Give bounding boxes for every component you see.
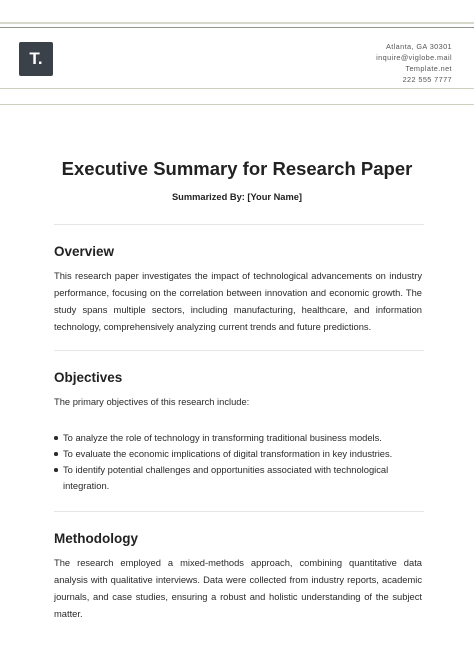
bullet-icon — [54, 436, 58, 440]
document-title: Executive Summary for Research Paper — [61, 158, 413, 179]
contact-website: Template.net — [405, 64, 452, 73]
header-divider-bottom — [0, 104, 474, 105]
contact-block — [376, 41, 452, 85]
list-item — [54, 446, 422, 462]
section-divider — [54, 350, 424, 351]
top-border-line — [0, 27, 474, 28]
methodology-heading: Methodology — [54, 531, 138, 546]
list-item-text: To evaluate the economic implications of digital transformation in key industries. — [63, 449, 393, 459]
contact-phone: 222 555 7777 — [402, 75, 452, 84]
methodology-text: The research employed a mixed-methods approach, combining quantitative data analysis with qualitative interviews. Data were collected from industry reports, academic journals, and case studies, ensuring a robust and holistic understanding of the subject matter. — [54, 558, 422, 619]
header-divider-top — [0, 88, 474, 89]
bullet-icon — [54, 468, 58, 472]
list-item — [54, 462, 422, 494]
list-item-text: To identify potential challenges and opportunities associated with technological integration. — [63, 465, 389, 491]
contact-email: inquire@viglobe.mail — [376, 53, 452, 62]
overview-heading: Overview — [54, 244, 115, 259]
contact-address: Atlanta, GA 30301 — [385, 42, 452, 51]
list-item — [54, 430, 422, 446]
objectives-intro: The primary objectives of this research include: — [54, 397, 250, 407]
top-border — [0, 22, 474, 24]
section-divider — [54, 224, 424, 225]
overview-text: This research paper investigates the impact of technological advancements on industry performance, focusing on the correlation between innovation and economic growth. The study spans multiple sectors, including manufacturing, healthcare, and information technology, comprehensively analyzing current trends and future predictions. — [54, 271, 422, 332]
company-logo: T. — [19, 42, 53, 76]
objectives-heading: Objectives — [54, 370, 123, 385]
summarized-by: Summarized By: [Your Name] — [171, 192, 302, 202]
list-item-text: To analyze the role of technology in transforming traditional business models. — [63, 433, 382, 443]
section-divider — [54, 511, 424, 512]
bullet-icon — [54, 452, 58, 456]
objectives-list — [54, 430, 422, 494]
